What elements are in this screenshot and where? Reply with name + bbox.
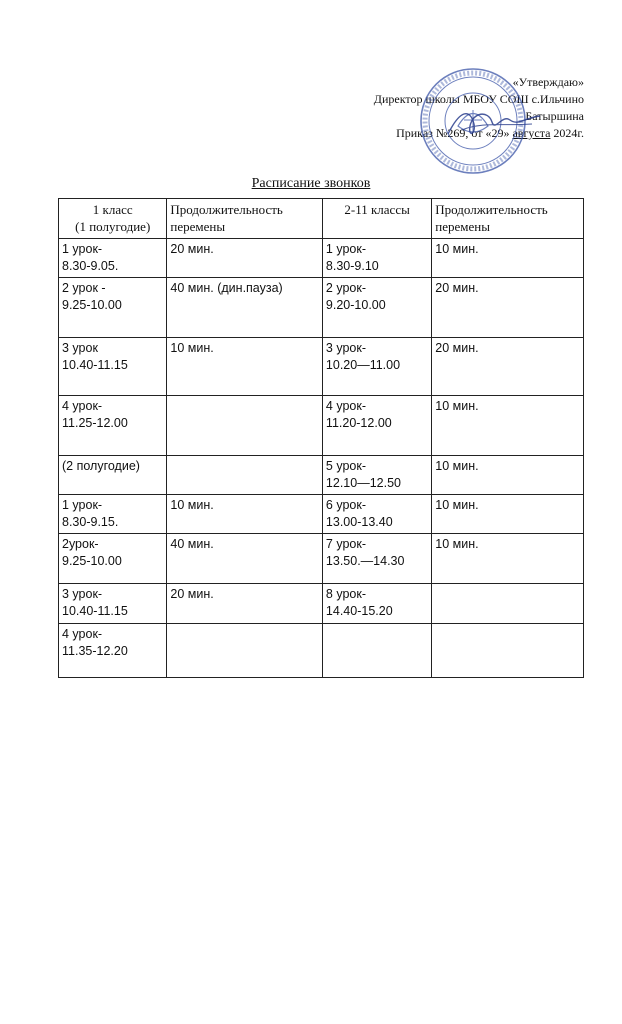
header-break2: Продолжительность перемены — [432, 199, 584, 239]
table-cell: 40 мин. (дин.пауза) — [167, 278, 323, 338]
table-cell: 10 мин. — [167, 495, 323, 534]
table-cell: 1 урок- 8.30-9.05. — [59, 239, 167, 278]
table-row — [59, 456, 584, 495]
approval-name: Батыршина — [525, 109, 584, 123]
table-cell: (2 полугодие) — [59, 456, 167, 495]
table-cell: 4 урок- 11.20-12.00 — [322, 396, 431, 456]
table-cell: 6 урок- 13.00-13.40 — [322, 495, 431, 534]
table-cell: 5 урок- 12.10—12.50 — [322, 456, 431, 495]
table-cell: 2 урок - 9.25-10.00 — [59, 278, 167, 338]
table-cell: 8 урок- 14.40-15.20 — [322, 584, 431, 624]
header-break1: Продолжительность перемены — [167, 199, 323, 239]
table-cell: 10 мин. — [432, 495, 584, 534]
table-cell — [322, 624, 431, 678]
table-cell — [167, 624, 323, 678]
table-row — [59, 584, 584, 624]
approval-director: Директор школы МБОУ СОШ с.Ильчино — [373, 92, 584, 106]
bell-schedule-table — [58, 198, 584, 678]
table-cell — [432, 624, 584, 678]
page-title: Расписание звонков — [251, 176, 371, 191]
table-cell — [432, 584, 584, 624]
table-cell: 3 урок- 10.40-11.15 — [59, 584, 167, 624]
table-cell: 3 урок 10.40-11.15 — [59, 338, 167, 396]
table-cell: 7 урок- 13.50.—14.30 — [322, 534, 431, 584]
table-cell: 20 мин. — [167, 584, 323, 624]
table-header-row — [59, 199, 584, 239]
table-cell: 10 мин. — [432, 239, 584, 278]
order-number: Приказ №269 — [396, 126, 466, 140]
table-cell: 20 мин. — [432, 338, 584, 396]
table-row — [59, 396, 584, 456]
order-year: 2024г. — [550, 126, 584, 140]
table-row — [59, 495, 584, 534]
table-cell: 10 мин. — [432, 396, 584, 456]
table-cell: 2урок- 9.25-10.00 — [59, 534, 167, 584]
header-grade1: 1 класс (1 полугодие) — [59, 199, 167, 239]
table-cell: 1 урок- 8.30-9.15. — [59, 495, 167, 534]
table-cell: 20 мин. — [432, 278, 584, 338]
director-signature — [440, 100, 550, 146]
table-cell: 3 урок- 10.20—11.00 — [322, 338, 431, 396]
approval-order: Приказ №269, от «29» августа 2024г. — [396, 126, 584, 140]
table-cell — [167, 456, 323, 495]
table-cell — [167, 396, 323, 456]
order-date: от «29» — [471, 126, 513, 140]
table-cell: 2 урок- 9.20-10.00 — [322, 278, 431, 338]
table-row — [59, 624, 584, 678]
table-cell: 10 мин. — [432, 456, 584, 495]
approval-heading: «Утверждаю» — [512, 75, 584, 89]
table-cell: 10 мин. — [167, 338, 323, 396]
order-month: августа — [512, 126, 551, 140]
table-cell: 10 мин. — [432, 534, 584, 584]
table-row — [59, 239, 584, 278]
table-cell: 4 урок- 11.25-12.00 — [59, 396, 167, 456]
table-cell: 40 мин. — [167, 534, 323, 584]
table-cell: 4 урок- 11.35-12.20 — [59, 624, 167, 678]
table-cell: 20 мин. — [167, 239, 323, 278]
table-row — [59, 338, 584, 396]
header-grades2-11: 2-11 классы — [322, 199, 431, 239]
table-row — [59, 534, 584, 584]
table-cell: 1 урок- 8.30-9.10 — [322, 239, 431, 278]
table-row — [59, 278, 584, 338]
